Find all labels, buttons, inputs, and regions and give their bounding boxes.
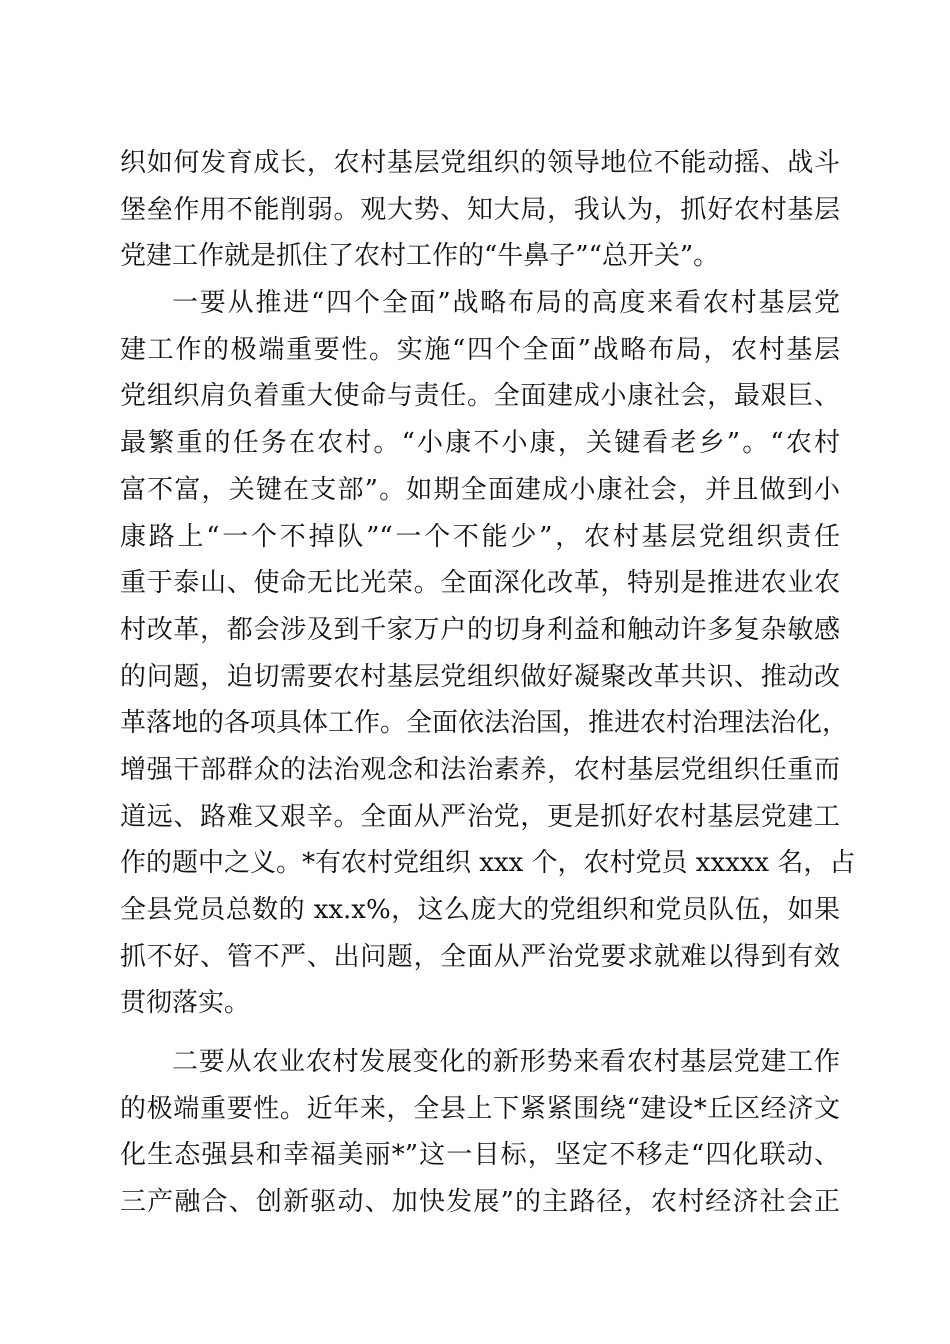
text-line: 重于泰山、使命无比光荣。全面深化改革，特别是推进农业农 [120, 568, 840, 599]
text-line: 道远、路难又艰辛。全面从严治党，更是抓好农村基层党建工 [120, 801, 840, 832]
text-line: 贯彻落实。 [120, 988, 251, 1019]
text-line: 二要从农业农村发展变化的新形势来看农村基层党建工作 [172, 1047, 840, 1078]
paragraph-2 [120, 280, 856, 1027]
paragraph-1 [120, 140, 840, 280]
text-line: 全县党员总数的 xx.x%，这么庞大的党组织和党员队伍，如果 [120, 895, 840, 925]
text-line: 的问题，迫切需要农村基层党组织做好凝聚改革共识、推动改 [120, 661, 840, 692]
text-line: 康路上“一个不掉队”“一个不能少”，农村基层党组织责任 [120, 521, 840, 552]
text-line: 的极端重要性。近年来，全县上下紧紧围绕“建设*丘区经济文 [120, 1093, 840, 1124]
text-line: 抓不好、管不严、出问题，全面从严治党要求就难以得到有效 [120, 941, 840, 972]
text-line: 富不富，关键在支部”。如期全面建成小康社会，并且做到小 [120, 474, 840, 505]
text-line: 党组织肩负着重大使命与责任。全面建成小康社会，最艰巨、 [120, 381, 840, 412]
text-line: 党建工作就是抓住了农村工作的“牛鼻子”“总开关”。 [120, 241, 720, 272]
text-line: 建工作的极端重要性。实施“四个全面”战略布局，农村基层 [120, 334, 840, 365]
text-line: 作的题中之义。*有农村党组织 xxx 个，农村党员 xxxxx 名，占 [120, 848, 856, 879]
text-line: 最繁重的任务在农村。“小康不小康，关键看老乡”。“农村 [120, 428, 840, 459]
document-body [120, 140, 856, 1226]
text-line: 革落地的各项具体工作。全面依法治国，推进农村治理法治化， [120, 708, 849, 739]
text-line: 村改革，都会涉及到千家万户的切身利益和触动许多复杂敏感 [120, 614, 840, 645]
text-line: 一要从推进“四个全面”战略布局的高度来看农村基层党 [172, 288, 840, 319]
text-line: 增强干部群众的法治观念和法治素养，农村基层党组织任重而 [120, 754, 840, 785]
paragraph-spacer [120, 1027, 840, 1039]
text-line: 化生态强县和幸福美丽*”这一目标，坚定不移走“四化联动、 [120, 1140, 840, 1171]
paragraph-3 [120, 1039, 840, 1226]
text-line: 三产融合、创新驱动、加快发展”的主路径，农村经济社会正 [120, 1187, 840, 1218]
text-line: 堡垒作用不能削弱。观大势、知大局，我认为，抓好农村基层 [120, 194, 840, 225]
text-line: 织如何发育成长，农村基层党组织的领导地位不能动摇、战斗 [120, 148, 840, 178]
